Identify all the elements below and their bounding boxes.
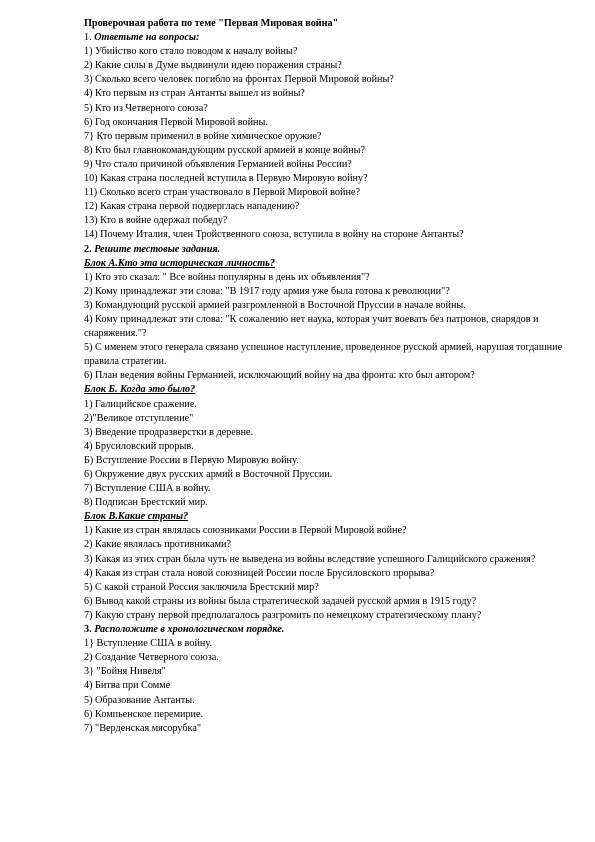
section-2-label: Решите тестовые задания. — [94, 243, 221, 255]
block-v-item: 3) Какая из этих стран была чуть не выведена из войны вследствие успешного Галицийского сражения? — [84, 553, 536, 565]
block-v-title: Блок В.Какие страны? — [84, 511, 189, 523]
block-a-title: Блок А.Кто эта историческая личность? — [84, 257, 275, 269]
worksheet-page — [84, 17, 564, 736]
block-v-item: 5) С какой страной Россия заключила Брестский мир? — [84, 581, 319, 593]
section-2-number: 2. — [84, 243, 92, 255]
question-item: 9) Что стало причиной объявления Германией войны России? — [84, 158, 352, 170]
question-item: 11) Сколько всего стран участвовало в Первой Мировой войне? — [84, 187, 360, 199]
block-b-item: 1) Галицийское сражение. — [84, 398, 197, 410]
chronology-item: 5) Образование Антанты. — [84, 694, 195, 706]
block-a-item: 1) Кто это сказал: " Все войны популярны в день их объявления"? — [84, 271, 370, 283]
chronology-item: 7) "Верденская мясорубка" — [84, 722, 202, 734]
block-b-item: 6) Окружение двух русских армий в Восточной Пруссии. — [84, 469, 333, 480]
question-item: 4) Кто первым из стран Антанты вышел из войны? — [84, 88, 305, 100]
block-a-item: 6) План ведения войны Германией, исключающий войну на два фронта: кто был автором? — [84, 370, 475, 382]
chronology-item: 4) Битва при Сомме — [84, 680, 171, 692]
section-3-number: 3. — [84, 624, 92, 636]
chronology-item: 2) Создание Четверного союза. — [84, 652, 219, 664]
section-1-heading — [84, 31, 564, 45]
block-b-title: Блок Б. Когда это было? — [84, 384, 196, 396]
block-b-item: 7) Вступление США в войну. — [84, 483, 211, 495]
block-a-item: 3) Командующий русской армией разгромленной в Восточной Пруссии в начале войны. — [84, 299, 466, 311]
block-b-item: 4) Брусиловский прорыв. — [84, 440, 194, 452]
section-2-heading — [84, 243, 564, 257]
block-a-item: 4) Кому принадлежат эти слова: "К сожалению нет наука, которая учит воевать без патронов, снарядов и снаряжения."? — [84, 313, 539, 340]
question-item: 2) Какие силы в Думе выдвинули идею поражения страны? — [84, 60, 342, 72]
page-title: Проверочная работа по теме "Первая Мировая война" — [84, 18, 339, 29]
block-b-item: 2)"Великое отступление" — [84, 412, 194, 424]
question-item: 12) Какая страна первой подверглась нападению? — [84, 201, 300, 213]
chronology-item: 6) Компьенское перемирие. — [84, 708, 204, 720]
block-b-item: 8) Подписан Брестский мир. — [84, 497, 208, 509]
question-item: 5) Кто из Четверного союза? — [84, 102, 208, 114]
section-1-number: 1. — [84, 32, 92, 44]
chronology-item: 1} Вступление США в войну. — [84, 638, 212, 650]
block-b-item: Б) Вступление России в Первую Мировую войну. — [84, 454, 299, 466]
question-item: 1) Убийство кого стало поводом к началу войны? — [84, 46, 298, 58]
block-a-item: 2) Кому принадлежат эти слова: "В 1917 году армия уже была готова к революции"? — [84, 285, 450, 297]
section-3-heading — [84, 623, 564, 637]
question-item: 14) Почему Италия, член Тройственного союза, вступила в войну на стороне Антанты? — [84, 229, 464, 241]
block-v-item: 7) Какую страну первой предполагалось разгромить по немецкому стратегическому плану? — [84, 609, 482, 621]
question-item: 13) Кто в войне одержал победу? — [84, 215, 228, 227]
question-item: 8) Кто был главнокомандующим русской армией в конце войны? — [84, 144, 365, 156]
block-v-item: 1) Какие из стран являлась союзниками России в Первой Мировой войне? — [84, 525, 407, 537]
question-item: 7} Кто первым применил в войне химическое оружие? — [84, 130, 322, 142]
block-v-item: 6) Вывод какой страны из войны была стратегической задачей русской армия в 1915 году? — [84, 595, 477, 607]
block-v-item: 2) Какие являлась противниками? — [84, 539, 231, 551]
block-v-item: 4) Какая из стран стала новой союзницей России после Брусиловского прорыва? — [84, 567, 435, 579]
section-1-label: Ответьте на вопросы: — [94, 32, 200, 44]
question-item: 3) Сколько всего человек погибло на фронтах Первой Мировой войны? — [84, 74, 394, 86]
section-3-label: Расположите в хронологическом порядке. — [94, 624, 285, 636]
block-a-item: 5) С именем этого генерала связано успешное наступление, проведенное русской армией, нарушая тогдашние правила стратегии. — [84, 342, 563, 368]
question-item: 6) Год окончания Первой Мировой войны. — [84, 116, 268, 128]
chronology-item: 3} "Бойня Нивеля" — [84, 666, 166, 678]
question-item: 10) Какая страна последней вступила в Первую Мировую войну? — [84, 173, 368, 185]
block-b-item: 3) Введение продразверстки в деревне. — [84, 426, 254, 438]
